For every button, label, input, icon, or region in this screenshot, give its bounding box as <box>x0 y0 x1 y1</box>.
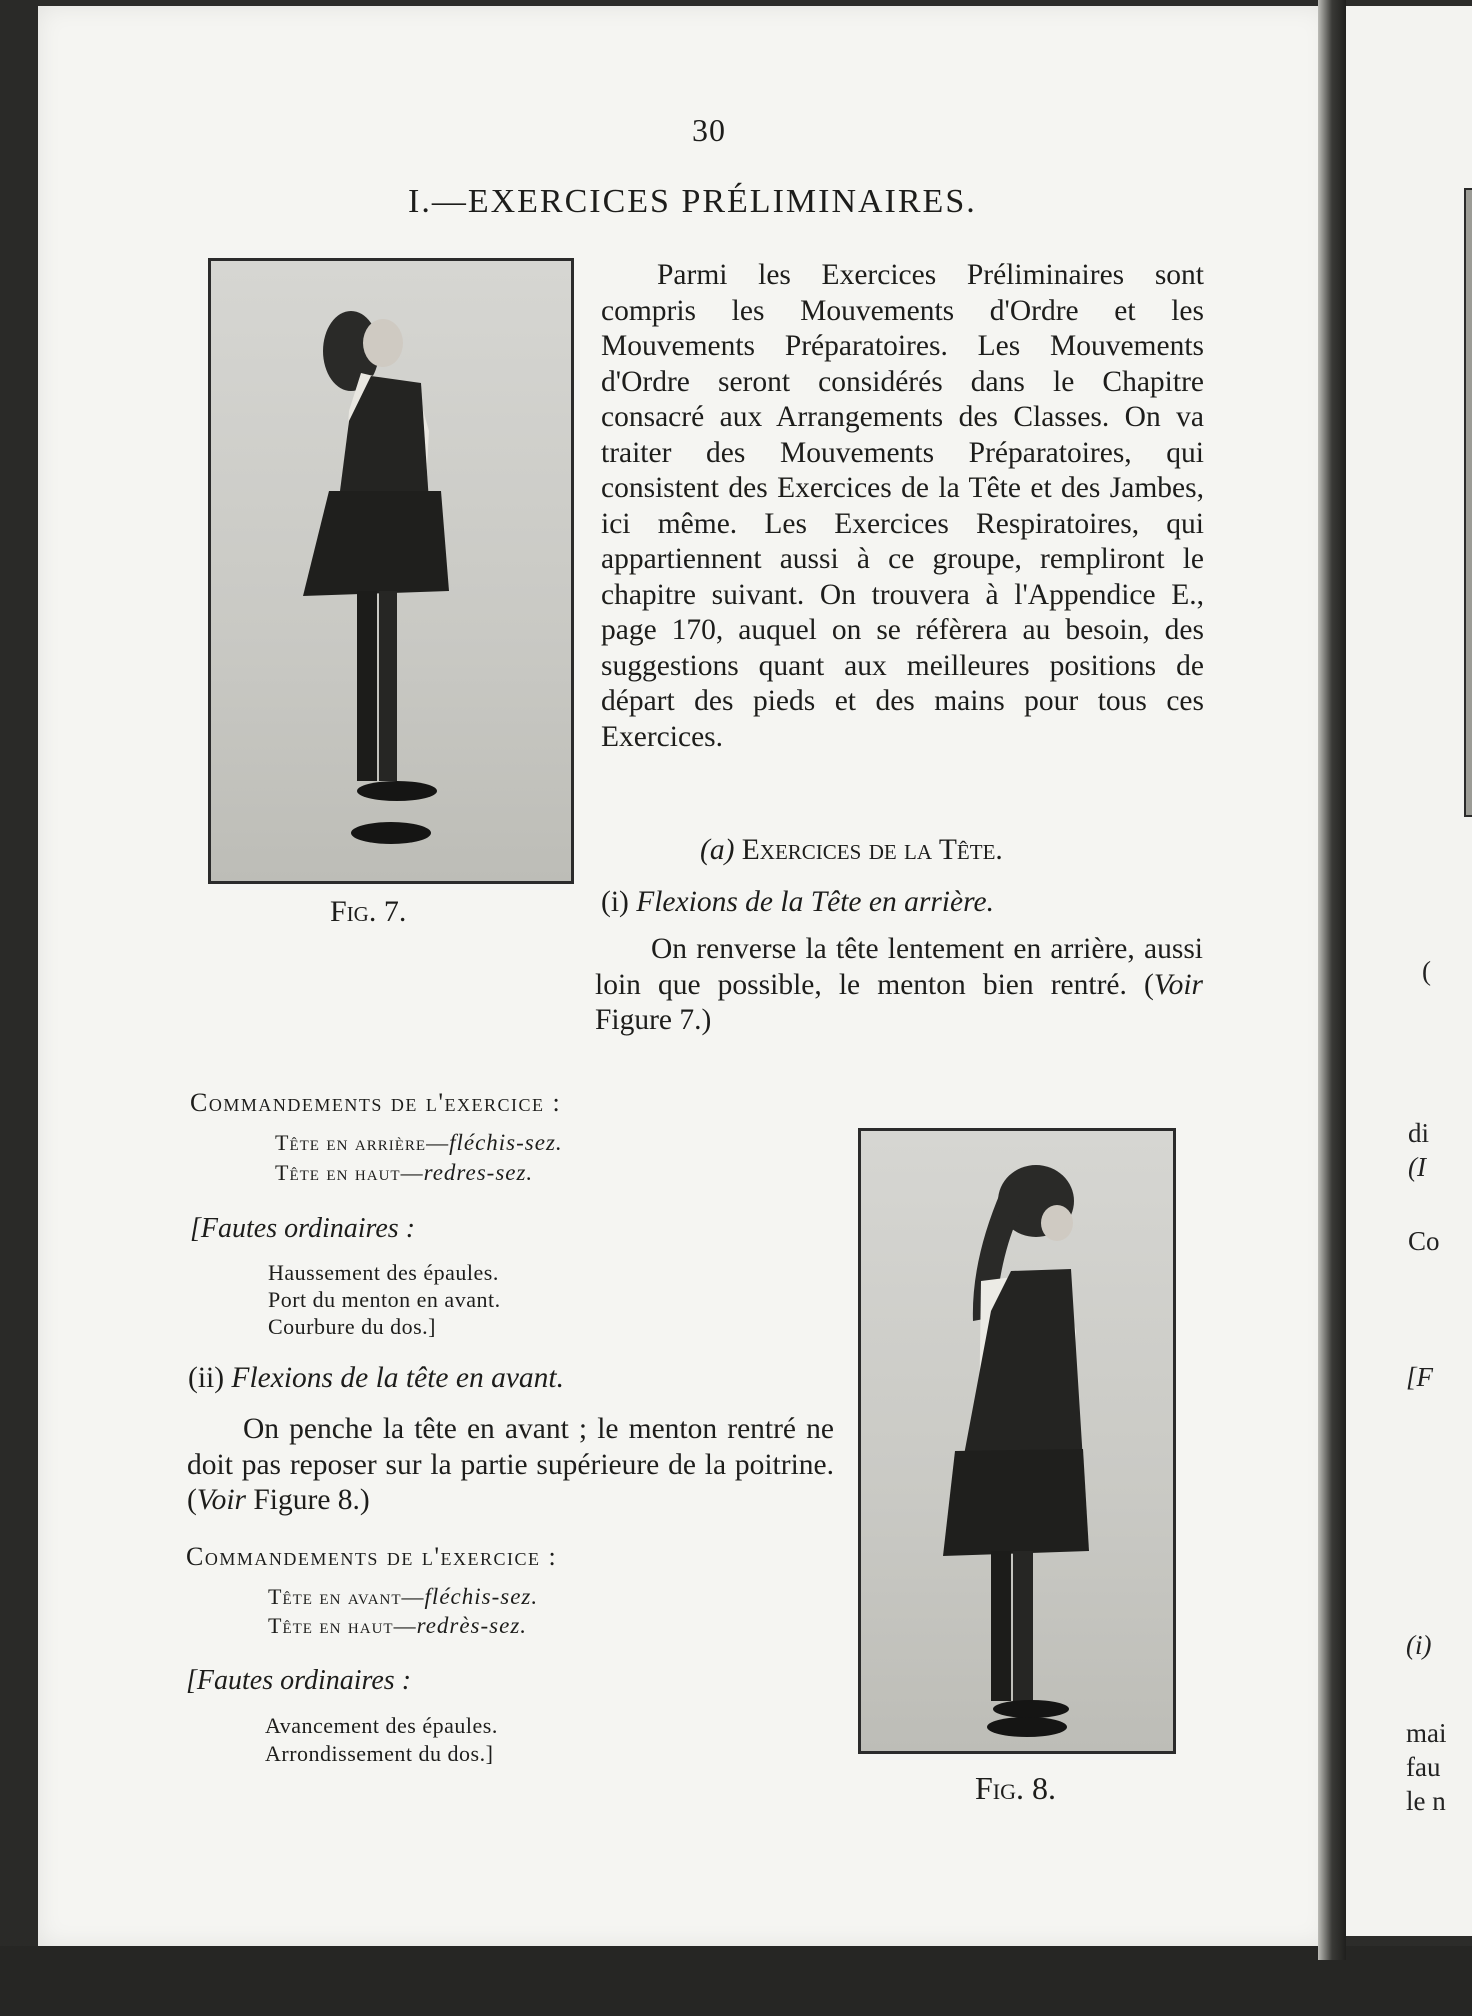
figure-7-caption: Fig. 7. <box>330 895 407 928</box>
exercise-ii-fault: Avancement des épaules. <box>265 1713 498 1738</box>
facing-page-photo-edge <box>1464 188 1472 817</box>
page-number: 30 <box>692 112 726 148</box>
exercise-i-fault: Courbure du dos.] <box>268 1314 436 1339</box>
facing-page-fragment: (I <box>1408 1152 1426 1182</box>
girl-head-forward-illustration <box>861 1131 1173 1751</box>
book-gutter <box>1318 0 1346 1960</box>
figure-8-caption: Fig. 8. <box>975 1770 1057 1806</box>
exercise-i-command: Tête en haut—redres-sez. <box>275 1160 534 1185</box>
exercise-ii-commands-heading: Commandements de l'exercice : <box>186 1542 558 1571</box>
facing-page-fragment: ( <box>1422 956 1431 986</box>
exercise-i-description: On renverse la tête lentement en arrière, aussi loin que possible, le menton bien rentré. (Voir Figure 7.) <box>595 933 1203 1036</box>
exercise-i-fault: Haussement des épaules. <box>268 1260 499 1285</box>
exercise-ii-heading: (ii) Flexions de la tête en avant. <box>188 1362 565 1394</box>
exercise-i-commands-heading: Commandements de l'exercice : <box>190 1088 562 1117</box>
facing-page-fragment: (i) <box>1406 1630 1432 1660</box>
scan-border-left <box>0 0 40 2016</box>
section-heading: I.—EXERCICES PRÉLIMINAIRES. <box>408 183 977 220</box>
facing-page <box>1346 6 1472 1936</box>
facing-page-fragment: mai <box>1406 1718 1447 1748</box>
exercise-ii-faults-heading: [Fautes ordinaires : <box>186 1665 412 1696</box>
exercise-i-fault: Port du menton en avant. <box>268 1287 501 1312</box>
subsection-a-heading: (a) Exercices de la Tête. <box>700 834 1003 866</box>
facing-page-fragment: le n <box>1406 1786 1446 1816</box>
intro-paragraph: Parmi les Exercices Préliminaires sont compris les Mouvements d'Ordre et les Mouvements Préparatoires. Les Mouvements d'Ordre seront considérés dans le Chapitre consacré aux Arrangements des Classes. On va traiter des Mouvements Préparatoires, qui consistent des Exercices de la Tête et des Jambes, ici même. Les Exercices Respiratoires, qui appartiennent aussi à ce groupe, rempliront le chapitre suivant. On trouvera à l'Appendice E., page 170, auquel on se réfèrera au besoin, des suggestions quant aux meilleures positions de départ des pieds et des mains pour tous ces Exercices. <box>601 259 1204 753</box>
exercise-ii-command: Tête en haut—redrès-sez. <box>268 1613 528 1638</box>
figure-8-photo <box>858 1128 1176 1754</box>
scan-border-bottom <box>0 1946 1472 2016</box>
facing-page-fragment: [F <box>1406 1362 1433 1392</box>
figure-7-photo <box>208 258 574 884</box>
exercise-i-faults-heading: [Fautes ordinaires : <box>190 1213 416 1244</box>
girl-head-back-illustration <box>211 261 571 881</box>
exercise-i-heading: (i) Flexions de la Tête en arrière. <box>601 886 994 918</box>
exercise-ii-description: On penche la tête en avant ; le menton rentré ne doit pas reposer sur la partie supérieure de la poitrine. (Voir Figure 8.) <box>187 1413 834 1516</box>
facing-page-fragment: fau <box>1406 1752 1441 1782</box>
exercise-i-command: Tête en arrière—fléchis-sez. <box>275 1130 563 1155</box>
exercise-ii-command: Tête en avant—fléchis-sez. <box>268 1584 539 1609</box>
facing-page-fragment: Co <box>1408 1226 1440 1256</box>
facing-page-fragment: di <box>1408 1118 1430 1148</box>
exercise-ii-fault: Arrondissement du dos.] <box>265 1741 494 1766</box>
